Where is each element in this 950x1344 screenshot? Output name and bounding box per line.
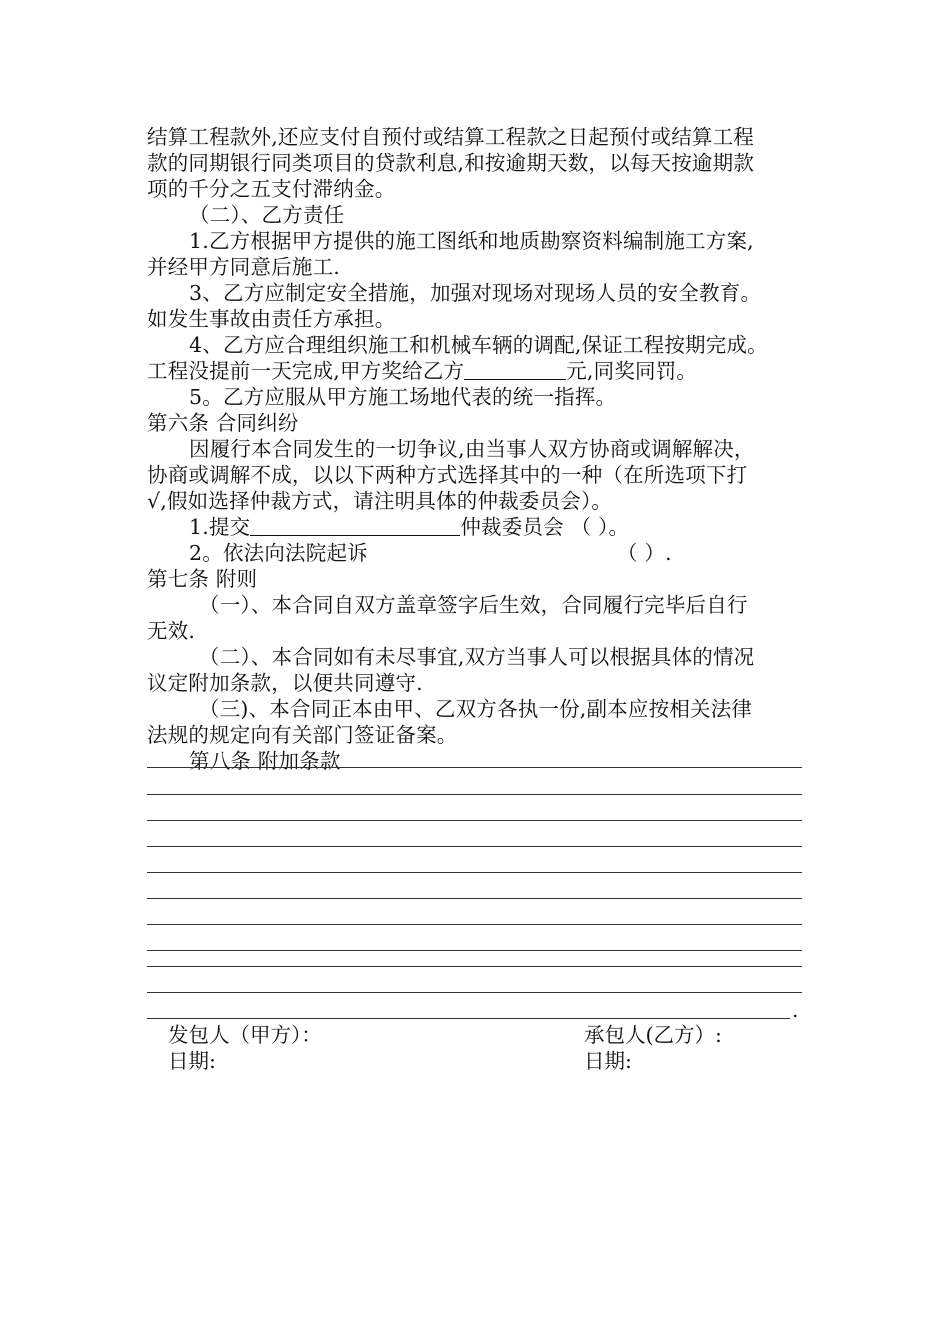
arbitration-committee-blank[interactable] (250, 515, 460, 536)
text-line: 法规的规定向有关部门签证备案。 (147, 723, 458, 747)
text-line: 议定附加条款，以便共同遵守. (147, 671, 423, 695)
text-line: 项的千分之五支付滞纳金。 (147, 177, 396, 201)
additional-terms-line[interactable] (147, 924, 802, 925)
additional-terms-line[interactable] (147, 992, 802, 993)
additional-terms-line[interactable] (147, 767, 802, 768)
article-six-heading: 第六条 合同纠纷 (147, 411, 299, 435)
additional-terms-line[interactable] (147, 1018, 790, 1019)
arbitration-option (189, 514, 629, 540)
additional-terms-line[interactable] (147, 950, 802, 951)
end-mark: . (792, 998, 799, 1022)
reward-amount-blank[interactable] (464, 359, 566, 380)
article-seven-heading: 第七条 附则 (147, 567, 258, 591)
text-line: （二）、本合同如有未尽事宜,双方当事人可以根据具体的情况 (199, 645, 755, 669)
additional-terms-line[interactable] (147, 872, 802, 873)
text-line: 如发生事故由责任方承担。 (147, 307, 396, 331)
text-line: 因履行本合同发生的一切争议,由当事人双方协商或调解解决， (189, 437, 755, 461)
line-text: 1.提交 (189, 515, 251, 539)
text-line: （三)、本合同正本由甲、乙双方各执一份,副本应按相关法律 (199, 697, 753, 721)
additional-terms-line[interactable] (147, 898, 802, 899)
text-line: 无效. (147, 619, 196, 643)
party-b-date-label: 日期: (584, 1049, 632, 1073)
party-a-label: 发包人（甲方）： (168, 1023, 322, 1047)
text-line-with-blank (147, 358, 697, 384)
text-line: 3、乙方应制定安全措施，加强对现场对现场人员的安全教育。 (189, 281, 762, 305)
line-text: 仲裁委员会 （ ）。 (460, 515, 630, 539)
section-heading-party-b: （二）、乙方责任 (189, 203, 345, 227)
text-line: 结算工程款外,还应支付自预付或结算工程款之日起预付或结算工程 (147, 125, 755, 149)
text-line: 并经甲方同意后施工. (147, 255, 341, 279)
article-eight-heading: 第八条 附加条款 (189, 749, 341, 773)
line-text: 2。依法向法院起诉 (189, 541, 368, 565)
party-a-date-label: 日期: (168, 1049, 216, 1073)
text-line: √,假如选择仲裁方式，请注明具体的仲裁委员会）。 (147, 489, 613, 513)
text-line: 5。乙方应服从甲方施工场地代表的统一指挥。 (189, 385, 617, 409)
text-line: 款的同期银行同类项目的贷款利息,和按逾期天数，以每天按逾期款 (147, 151, 755, 175)
additional-terms-line[interactable] (147, 794, 802, 795)
court-option (189, 540, 368, 566)
additional-terms-line[interactable] (147, 966, 802, 967)
text-line: （一）、本合同自双方盖章签字后生效，合同履行完毕后自行 (199, 593, 748, 617)
additional-terms-line[interactable] (147, 820, 802, 821)
court-option-checkbox[interactable]: （ ）. (617, 541, 672, 565)
line-text: 元,同奖同罚。 (566, 359, 698, 383)
additional-terms-line[interactable] (147, 846, 802, 847)
text-line: 1.乙方根据甲方提供的施工图纸和地质勘察资料编制施工方案, (189, 229, 754, 253)
text-line: 4、乙方应合理组织施工和机械车辆的调配,保证工程按期完成。 (189, 333, 768, 357)
party-b-label: 承包人(乙方）: (584, 1023, 722, 1047)
text-line: 协商或调解不成，以以下两种方式选择其中的一种（在所选项下打 (147, 463, 748, 487)
line-text: 工程没提前一天完成,甲方奖给乙方 (147, 359, 465, 383)
